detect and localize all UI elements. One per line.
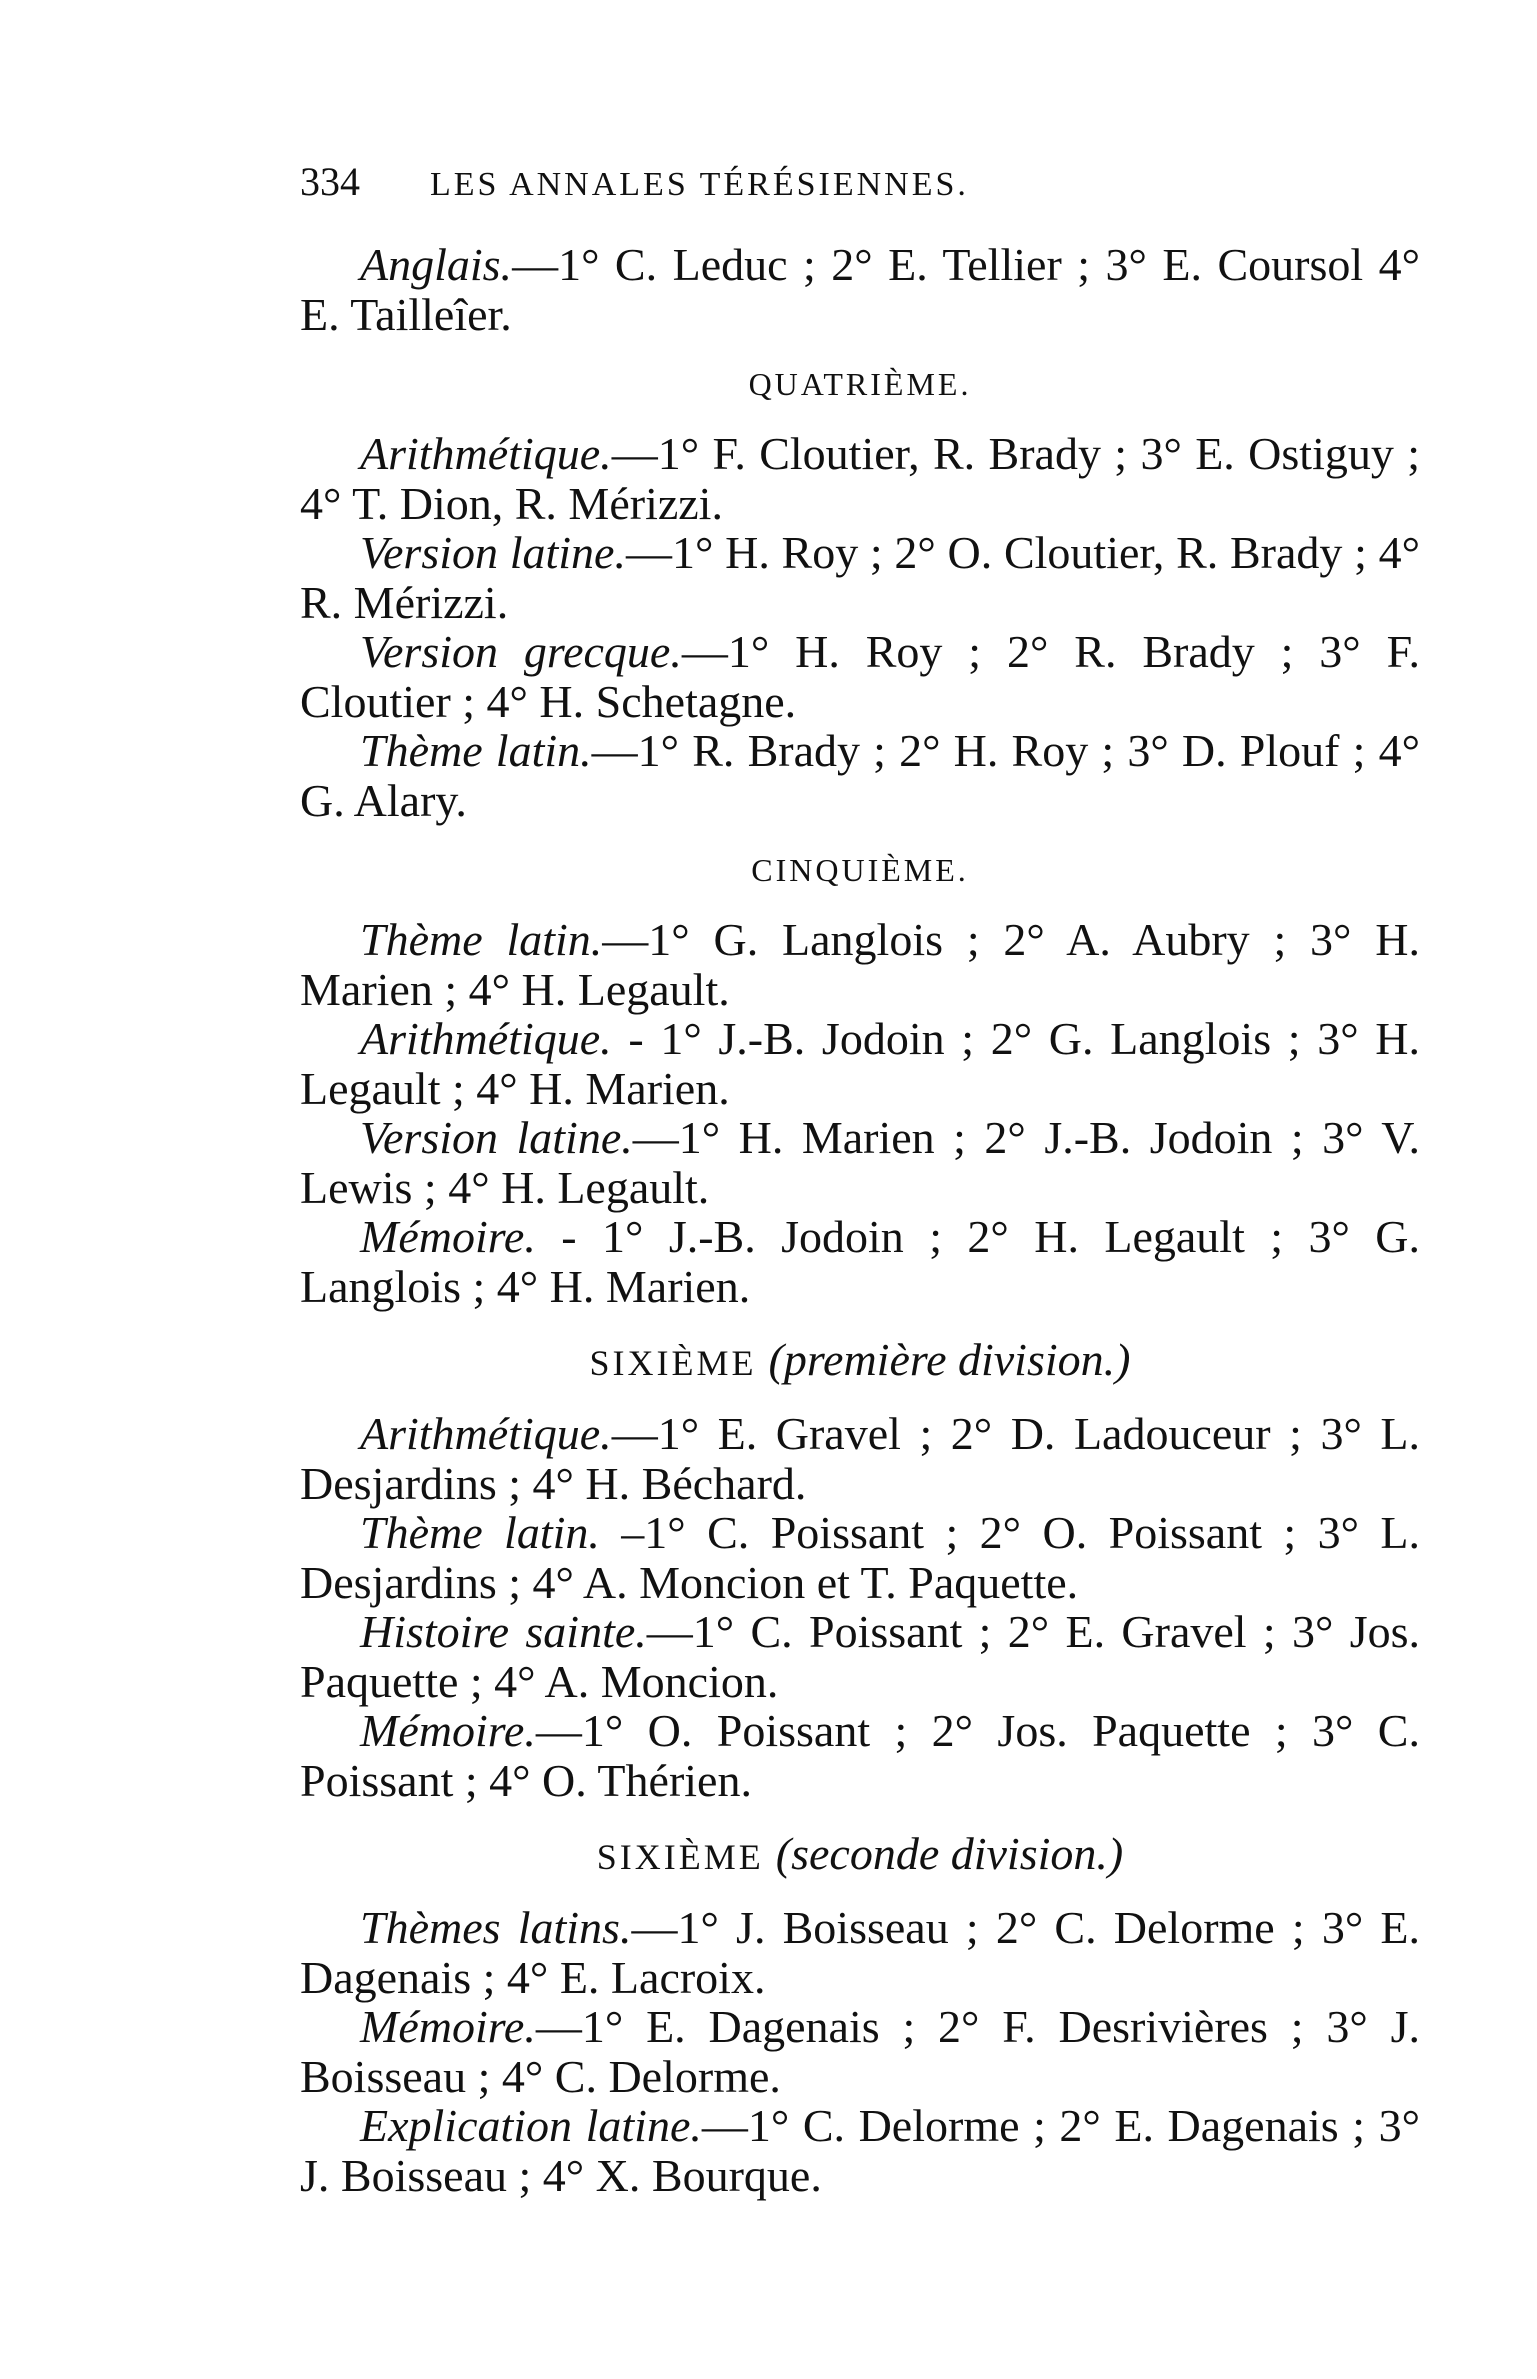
page-body [300,240,1420,2200]
prize-entry [300,1903,1420,2002]
running-header [300,158,1420,205]
prize-entry [300,627,1420,726]
winners-text: - 1° J.-B. Jodoin ; 2° H. Legault ; 3° G. Langlois ; 4° H. Marien. [300,1211,1420,1312]
subject-label: Thème latin. [360,914,603,965]
winners-text: —1° H. Roy ; 2° R. Brady ; 3° F. Cloutier ; 4° H. Schetagne. [300,626,1420,727]
section-heading-main: SIXIÈME [596,1837,764,1877]
section-heading [300,825,1420,915]
section-heading-sub: (seconde division.) [775,1828,1124,1879]
winners-text: —1° C. Poissant ; 2° E. Gravel ; 3° Jos. Paquette ; 4° A. Moncion. [300,1606,1420,1707]
prize-entry [300,429,1420,528]
prize-entry [300,1508,1420,1607]
subject-label: Anglais. [360,239,513,290]
winners-text: —1° F. Cloutier, R. Brady ; 3° E. Ostiguy ; 4° T. Dion, R. Mérizzi. [300,428,1420,529]
winners-text: —1° G. Langlois ; 2° A. Aubry ; 3° H. Marien ; 4° H. Legault. [300,914,1420,1015]
subject-label: Thèmes latins. [360,1902,632,1953]
subject-label: Mémoire. [360,1211,536,1262]
subject-label: Arithmétique. [360,1408,612,1459]
section-heading [300,1805,1420,1903]
section-heading-sub: (première division.) [768,1334,1131,1385]
winners-text: —1° E. Gravel ; 2° D. Ladouceur ; 3° L. Desjardins ; 4° H. Béchard. [300,1408,1420,1509]
prize-entry [300,1113,1420,1212]
subject-label: Version grecque. [360,626,682,677]
winners-text: - 1° J.-B. Jodoin ; 2° G. Langlois ; 3° H. Legault ; 4° H. Marien. [300,1013,1420,1114]
prize-entry [300,1607,1420,1706]
section-heading [300,1311,1420,1409]
subject-label: Explication latine. [360,2100,702,2151]
subject-label: Mémoire. [360,2001,536,2052]
winners-text: —1° J. Boisseau ; 2° C. Delorme ; 3° E. Dagenais ; 4° E. Lacroix. [300,1902,1421,2003]
prize-entry [300,915,1420,1014]
subject-label: Mémoire. [360,1705,536,1756]
winners-text: —1° O. Poissant ; 2° Jos. Paquette ; 3° C. Poissant ; 4° O. Thérien. [300,1705,1420,1806]
page-number: 334 [300,159,360,204]
subject-label: Version latine. [360,1112,633,1163]
winners-text: –1° C. Poissant ; 2° O. Poissant ; 3° L. Desjardins ; 4° A. Moncion et T. Paquette. [300,1507,1420,1608]
section-heading-main: QUATRIÈME. [748,366,972,402]
winners-text: —1° R. Brady ; 2° H. Roy ; 3° D. Plouf ; 4° G. Alary. [300,725,1420,826]
prize-entry [300,528,1420,627]
section-heading-main: SIXIÈME [589,1343,757,1383]
prize-entry [300,2101,1420,2200]
subject-label: Thème latin. [360,725,592,776]
running-title: LES ANNALES TÉRÉSIENNES. [430,166,969,203]
prize-entry [300,726,1420,825]
subject-label: Arithmétique. [360,1013,612,1064]
subject-label: Arithmétique. [360,428,612,479]
section-heading-main: CINQUIÈME. [751,852,969,888]
subject-label: Version latine. [360,527,626,578]
subject-label: Thème latin. [360,1507,600,1558]
prize-entry [300,1014,1420,1113]
subject-label: Histoire sainte. [360,1606,647,1657]
prize-entry [300,240,1420,339]
winners-text: —1° H. Marien ; 2° J.-B. Jodoin ; 3° V. Lewis ; 4° H. Legault. [300,1112,1420,1213]
prize-entry [300,2002,1420,2101]
winners-text: —1° H. Roy ; 2° O. Cloutier, R. Brady ; 4° R. Mérizzi. [300,527,1420,628]
section-heading [300,339,1420,429]
winners-text: —1° C. Delorme ; 2° E. Dagenais ; 3° J. Boisseau ; 4° X. Bourque. [300,2100,1420,2201]
prize-entry [300,1706,1420,1805]
prize-entry [300,1212,1420,1311]
winners-text: —1° C. Leduc ; 2° E. Tellier ; 3° E. Coursol 4° E. Tailleîer. [300,239,1420,340]
prize-entry [300,1409,1420,1508]
winners-text: —1° E. Dagenais ; 2° F. Desrivières ; 3° J. Boisseau ; 4° C. Delorme. [300,2001,1420,2102]
